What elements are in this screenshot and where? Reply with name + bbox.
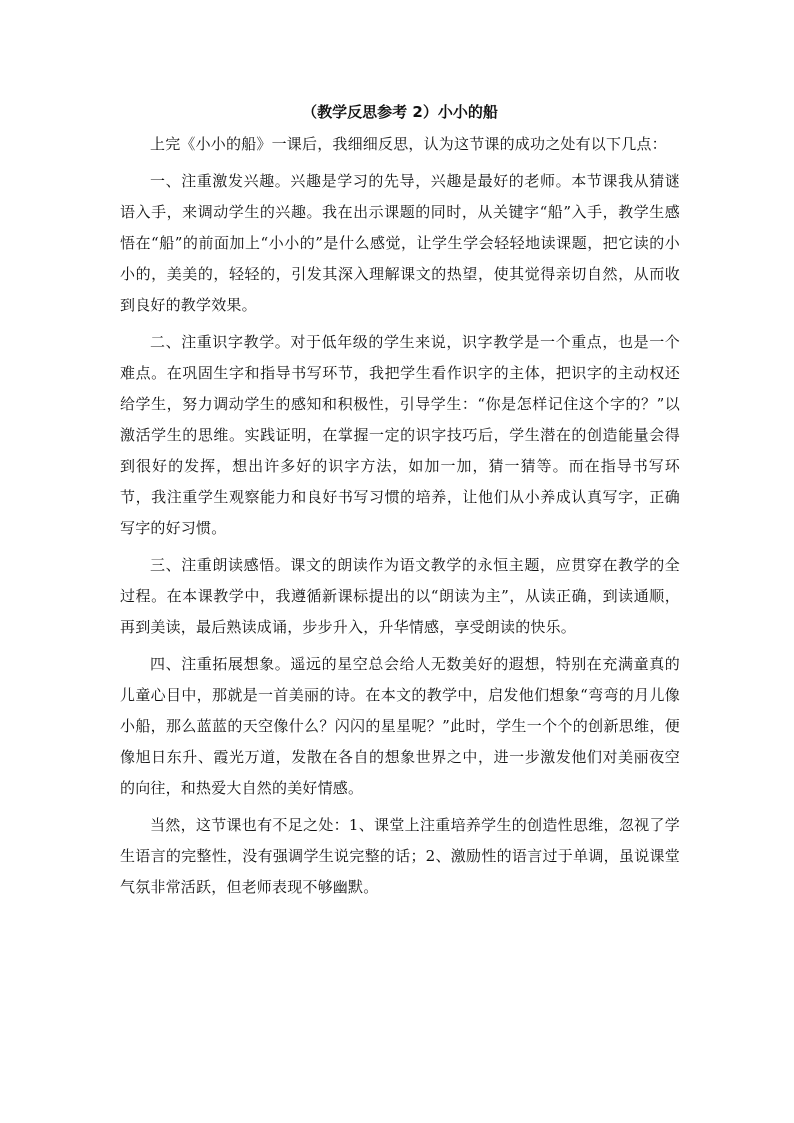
- paragraph-reading: 三、注重朗读感悟。课文的朗读作为语文教学的永恒主题，应贯穿在教学的全过程。在本课教学中，我遵循新课标提出的以“朗读为主”，从读正确，到读通顺，再到美读，最后熟读成诵，步步升入，升华情感，享受朗读的快乐。: [120, 556, 680, 636]
- document-content: [120, 98, 680, 903]
- paragraph-literacy: 二、注重识字教学。对于低年级的学生来说，识字教学是一个重点，也是一个难点。在巩固生字和指导书写环节，我把学生看作识字的主体，把识字的主动权还给学生，努力调动学生的感知和积极性，引导学生：“你是怎样记住这个字的？”以激活学生的思维。实践证明，在掌握一定的识字技巧后，学生潜在的创造能量会得到很好的发挥，想出许多好的识字方法，如加一加，猜一猜等。而在指导书写环节，我注重学生观察能力和良好书写习惯的培养，让他们从小养成认真写字，正确写字的好习惯。: [120, 333, 680, 537]
- document-title: （教学反思参考 2）小小的船: [302, 103, 498, 121]
- paragraph-intro: 上完《小小的船》一课后，我细细反思，认为这节课的成功之处有以下几点：: [150, 135, 667, 153]
- paragraph-imagination: 四、注重拓展想象。遥远的星空总会给人无数美好的遐想，特别在充满童真的儿童心目中，那就是一首美丽的诗。在本文的教学中，启发他们想象“弯弯的月儿像小船，那么蓝蓝的天空像什么？闪闪的星星呢？”此时，学生一个个的创新思维，便像旭日东升、霞光万道，发散在各自的想象世界之中，进一步激发他们对美丽夜空的向往，和热爱大自然的美好情感。: [120, 655, 680, 797]
- paragraph-interest: 一、注重激发兴趣。兴趣是学习的先导，兴趣是最好的老师。本节课我从猜谜语入手，来调动学生的兴趣。我在出示课题的同时，从关键字“船”入手，教学生感悟在“船”的前面加上“小小的”是什么感觉，让学生学会轻轻地读课题，把它读的小小的，美美的，轻轻的，引发其深入理解课文的热望，使其觉得亲切自然，从而收到良好的教学效果。: [120, 172, 680, 314]
- paragraph-shortcomings: 当然，这节课也有不足之处：1、课堂上注重培养学生的创造性思维，忽视了学生语言的完整性，没有强调学生说完整的话；2、激励性的语言过于单调，虽说课堂气氛非常活跃，但老师表现不够幽默。: [120, 816, 680, 896]
